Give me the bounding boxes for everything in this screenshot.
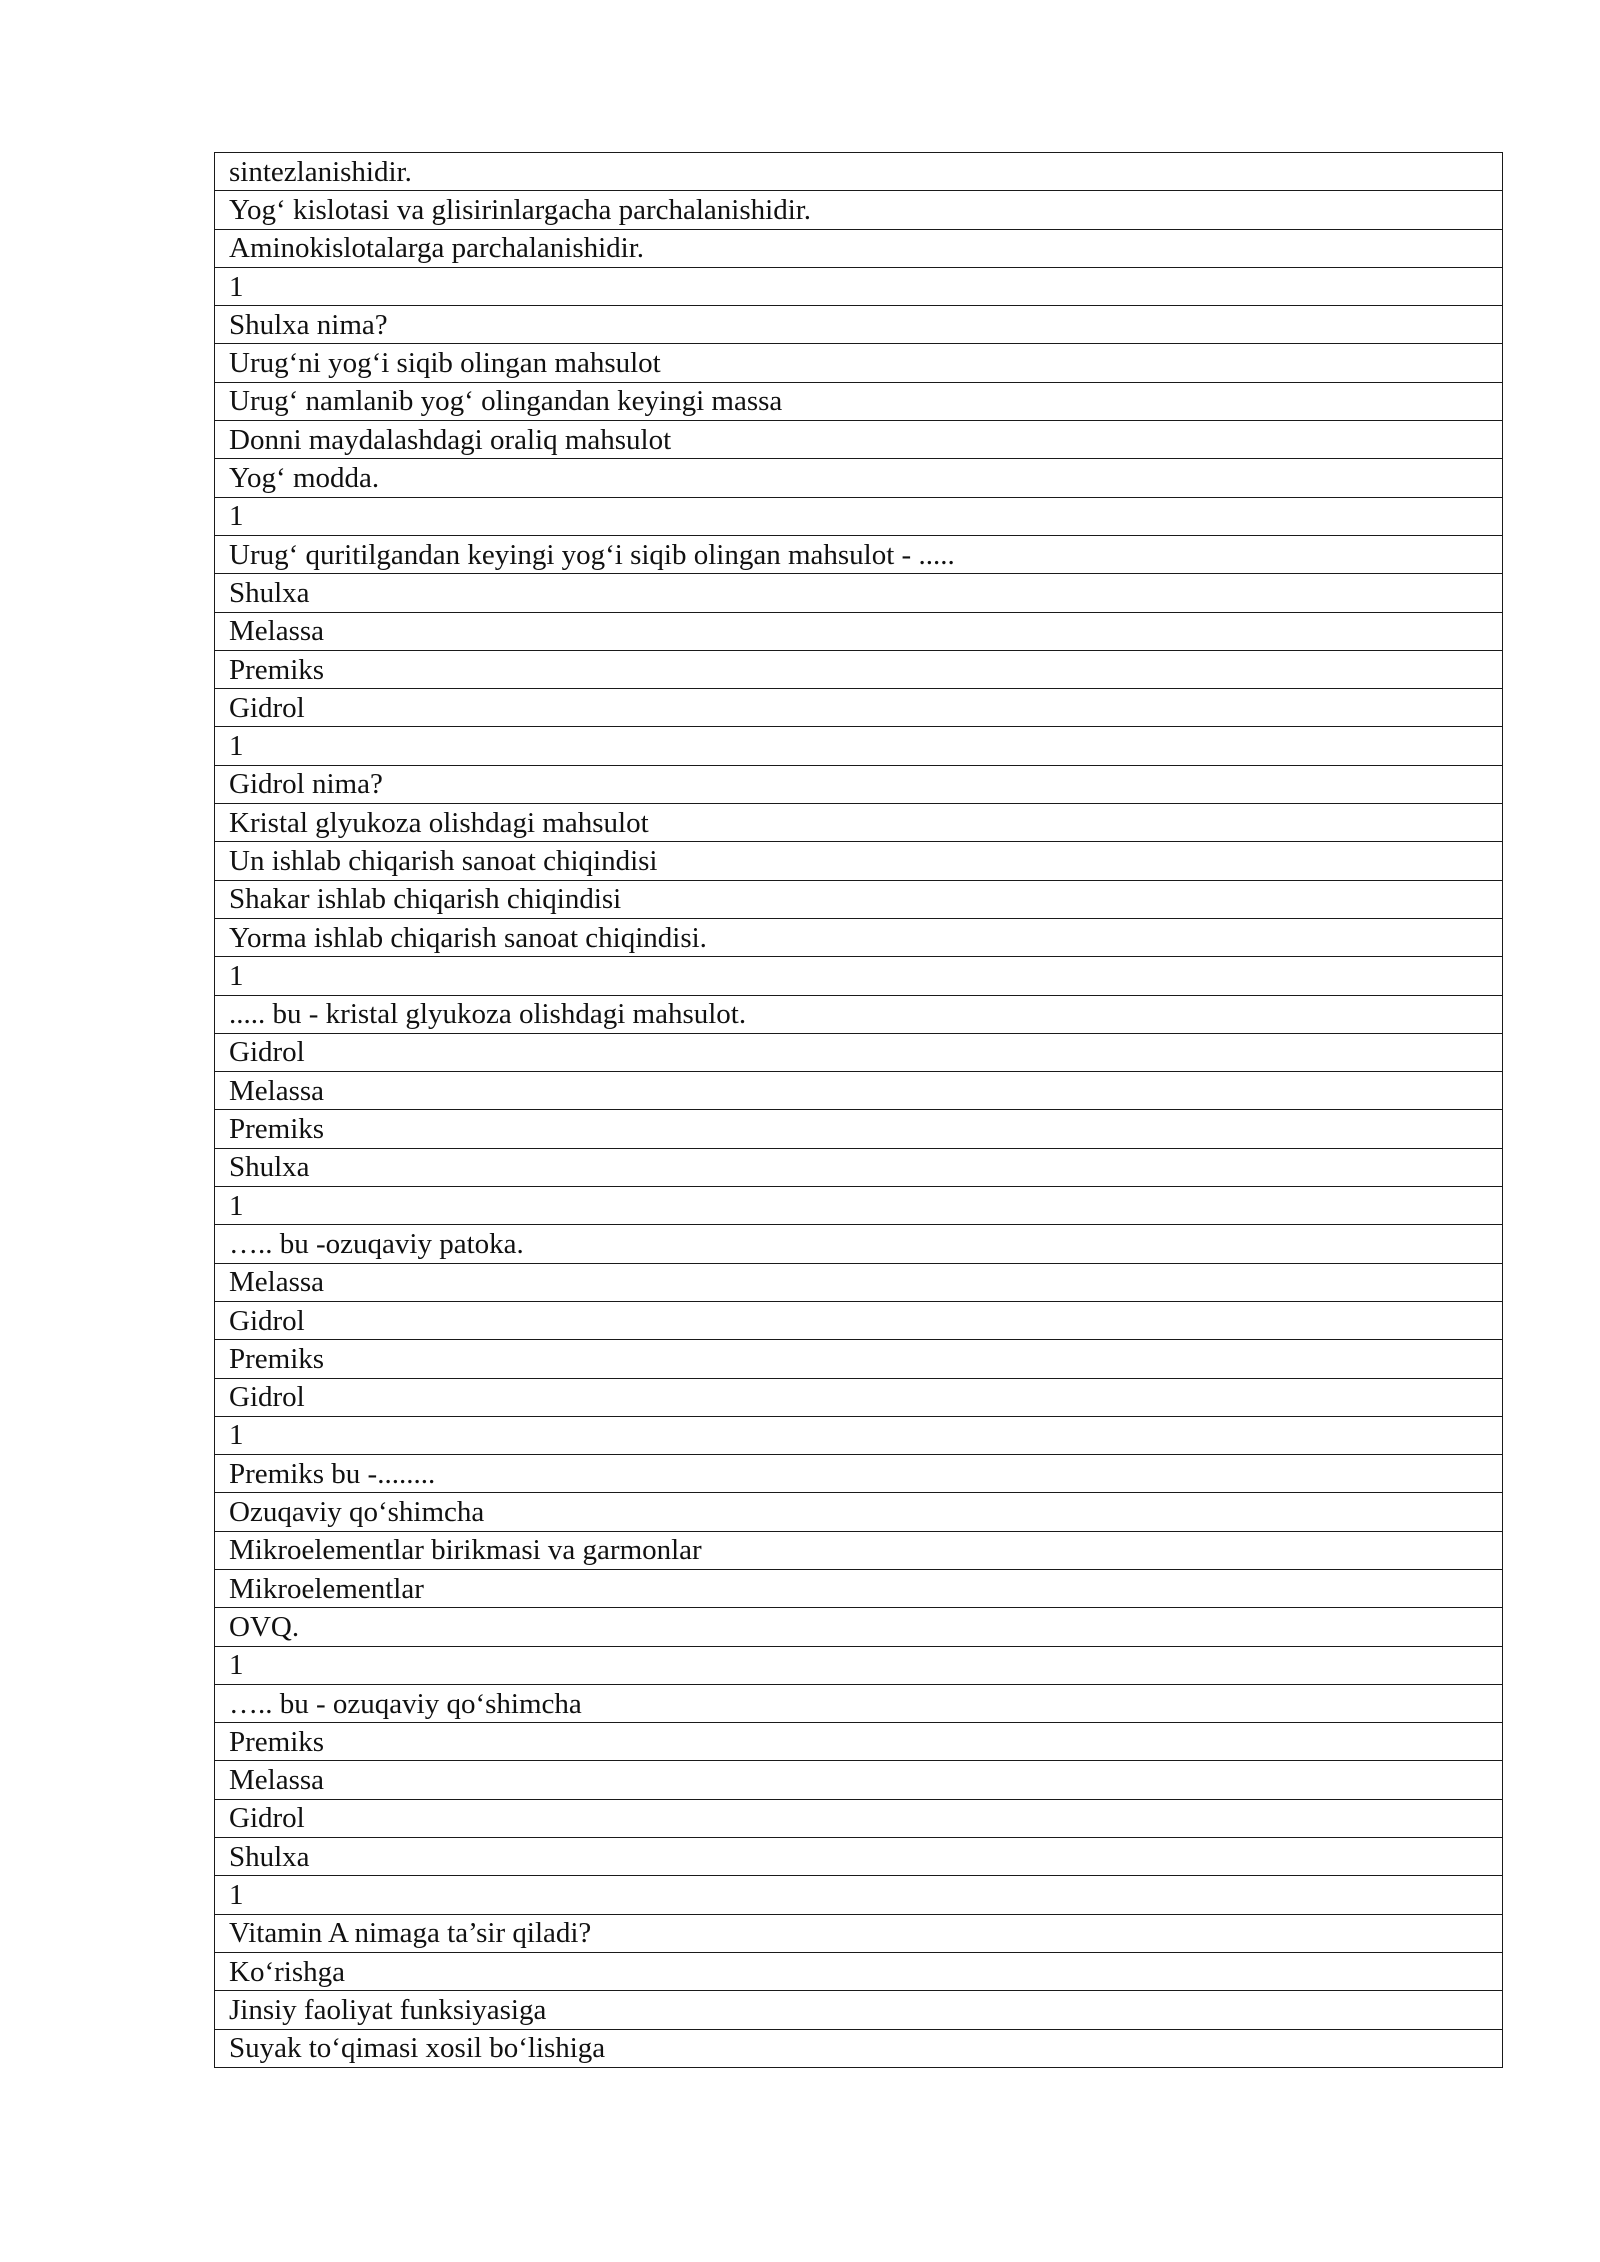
table-cell: Yog‘ modda. [215, 459, 1503, 497]
table-cell: 1 [215, 1187, 1503, 1225]
table-row [215, 765, 1503, 803]
table-row [215, 957, 1503, 995]
table-cell: 1 [215, 497, 1503, 535]
table-row [215, 1187, 1503, 1225]
table-cell: Melassa [215, 1761, 1503, 1799]
table-cell: Premiks [215, 1110, 1503, 1148]
table-row [215, 880, 1503, 918]
table-row [215, 612, 1503, 650]
table-row [215, 1952, 1503, 1990]
table-row [215, 689, 1503, 727]
table-cell: Mikroelementlar [215, 1569, 1503, 1607]
table-row [215, 1531, 1503, 1569]
table-row [215, 727, 1503, 765]
table-row [215, 1569, 1503, 1607]
table-row [215, 497, 1503, 535]
table-row [215, 842, 1503, 880]
table-row [215, 1799, 1503, 1837]
table-cell: Melassa [215, 1263, 1503, 1301]
table-cell: Gidrol [215, 1301, 1503, 1339]
table-cell: Premiks [215, 1723, 1503, 1761]
table-row [215, 1646, 1503, 1684]
table-row [215, 650, 1503, 688]
table-cell: sintezlanishidir. [215, 153, 1503, 191]
table-cell: 1 [215, 727, 1503, 765]
table-row [215, 459, 1503, 497]
table-row [215, 1723, 1503, 1761]
table-row [215, 1110, 1503, 1148]
question-table [214, 152, 1503, 2068]
table-row [215, 995, 1503, 1033]
table-row [215, 1876, 1503, 1914]
table-cell: Kristal glyukoza olishdagi mahsulot [215, 804, 1503, 842]
table-cell: Urug‘ quritilgandan keyingi yog‘i siqib olingan mahsulot - ..... [215, 535, 1503, 573]
table-cell: Urug‘ni yog‘i siqib olingan mahsulot [215, 344, 1503, 382]
table-row [215, 229, 1503, 267]
table-row [215, 1148, 1503, 1186]
table-cell: Gidrol [215, 1378, 1503, 1416]
table-row [215, 1608, 1503, 1646]
table-cell: Gidrol nima? [215, 765, 1503, 803]
table-cell: 1 [215, 1416, 1503, 1454]
table-cell: Yorma ishlab chiqarish sanoat chiqindisi. [215, 918, 1503, 956]
table-row [215, 918, 1503, 956]
table-row [215, 804, 1503, 842]
table-row [215, 1033, 1503, 1071]
table-cell: Urug‘ namlanib yog‘ olingandan keyingi massa [215, 382, 1503, 420]
table-cell: OVQ. [215, 1608, 1503, 1646]
table-cell: Jinsiy faoliyat funksiyasiga [215, 1991, 1503, 2029]
table-row [215, 1072, 1503, 1110]
table-cell: Premiks [215, 650, 1503, 688]
table-cell: Donni maydalashdagi oraliq mahsulot [215, 421, 1503, 459]
table-row [215, 382, 1503, 420]
table-cell: Vitamin A nimaga ta’sir qiladi? [215, 1914, 1503, 1952]
table-cell: 1 [215, 1876, 1503, 1914]
table-cell: Premiks bu -........ [215, 1455, 1503, 1493]
table-cell: 1 [215, 1646, 1503, 1684]
table-row [215, 191, 1503, 229]
table-cell: Shulxa nima? [215, 306, 1503, 344]
table-cell: Suyak to‘qimasi xosil bo‘lishiga [215, 2029, 1503, 2067]
table-row [215, 1991, 1503, 2029]
table-cell: ..... bu - kristal glyukoza olishdagi mahsulot. [215, 995, 1503, 1033]
table-cell: Gidrol [215, 1799, 1503, 1837]
table-cell: Premiks [215, 1340, 1503, 1378]
table-row [215, 535, 1503, 573]
table-cell: Ozuqaviy qo‘shimcha [215, 1493, 1503, 1531]
table-row [215, 267, 1503, 305]
table-cell: ….. bu -ozuqaviy patoka. [215, 1225, 1503, 1263]
table-cell: Shulxa [215, 1838, 1503, 1876]
table-row [215, 1493, 1503, 1531]
table-row [215, 1340, 1503, 1378]
table-row [215, 1455, 1503, 1493]
table-cell: ….. bu - ozuqaviy qo‘shimcha [215, 1684, 1503, 1722]
table-cell: Un ishlab chiqarish sanoat chiqindisi [215, 842, 1503, 880]
table-cell: Shulxa [215, 574, 1503, 612]
table-row [215, 1684, 1503, 1722]
table-row [215, 153, 1503, 191]
table-row [215, 1263, 1503, 1301]
table-cell: Yog‘ kislotasi va glisirinlargacha parchalanishidir. [215, 191, 1503, 229]
table-cell: Gidrol [215, 689, 1503, 727]
table-cell: Melassa [215, 1072, 1503, 1110]
table-cell: Ko‘rishga [215, 1952, 1503, 1990]
table-row [215, 1914, 1503, 1952]
table-cell: Shakar ishlab chiqarish chiqindisi [215, 880, 1503, 918]
table-row [215, 1416, 1503, 1454]
table-row [215, 306, 1503, 344]
table-row [215, 2029, 1503, 2067]
question-table-body [215, 153, 1503, 2068]
table-cell: 1 [215, 957, 1503, 995]
table-cell: Shulxa [215, 1148, 1503, 1186]
table-row [215, 1838, 1503, 1876]
table-cell: Mikroelementlar birikmasi va garmonlar [215, 1531, 1503, 1569]
table-row [215, 1301, 1503, 1339]
table-row [215, 1761, 1503, 1799]
table-cell: Aminokislotalarga parchalanishidir. [215, 229, 1503, 267]
table-row [215, 1378, 1503, 1416]
table-cell: Melassa [215, 612, 1503, 650]
table-row [215, 421, 1503, 459]
table-row [215, 1225, 1503, 1263]
table-row [215, 344, 1503, 382]
table-cell: Gidrol [215, 1033, 1503, 1071]
table-row [215, 574, 1503, 612]
table-cell: 1 [215, 267, 1503, 305]
